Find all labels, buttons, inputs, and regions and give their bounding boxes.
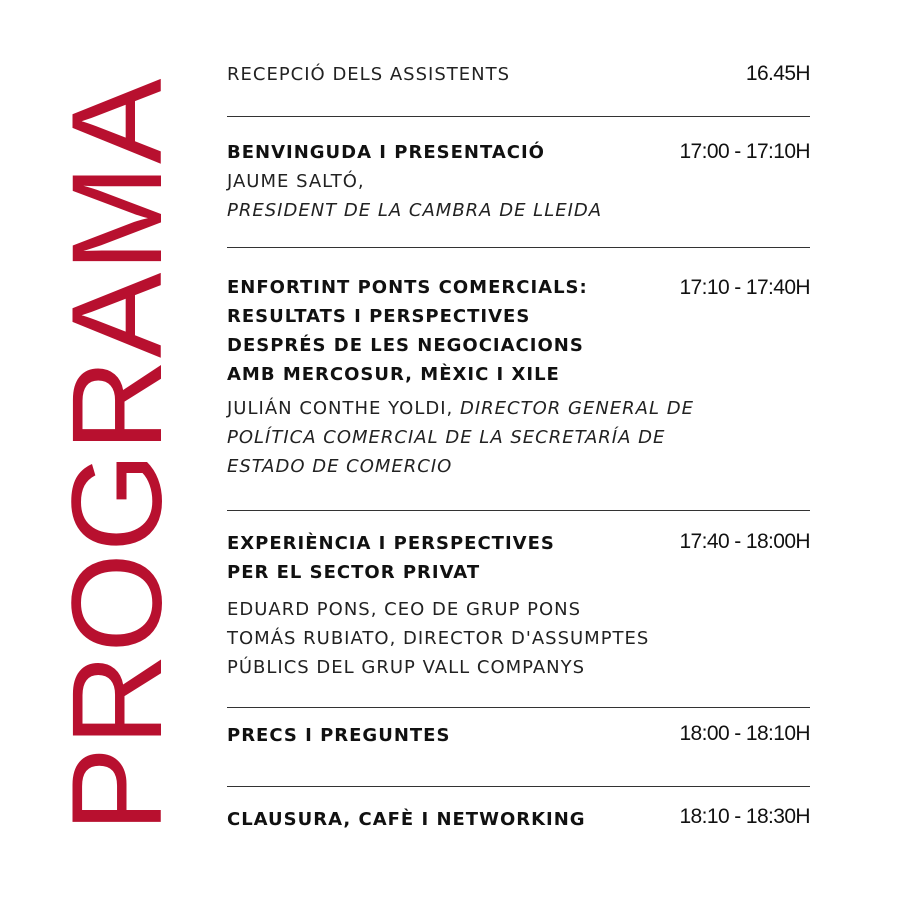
agenda-item-reception (227, 60, 810, 89)
item-speaker-block (227, 394, 810, 481)
item-speaker-block (227, 595, 810, 682)
item-title-line: RESULTATS I PERSPECTIVES (227, 306, 531, 327)
agenda (227, 0, 810, 900)
item-speaker-role: POLÍTICA COMERCIAL DE LA SECRETARÍA DE (227, 427, 666, 448)
item-title: CLAUSURA, CAFÈ I NETWORKING (227, 809, 586, 830)
item-title-line: AMB MERCOSUR, MÈXIC I XILE (227, 364, 560, 385)
item-speaker: EDUARD PONS, CEO DE GRUP PONS (227, 599, 582, 620)
item-speaker: PÚBLICS DEL GRUP VALL COMPANYS (227, 657, 586, 678)
agenda-item-questions (227, 721, 810, 750)
item-time: 18:00 - 18:10H (679, 722, 810, 745)
item-title-line: EXPERIÈNCIA I PERSPECTIVES (227, 533, 555, 554)
item-time: 17:00 - 17:10H (679, 140, 810, 163)
item-speaker-role: PRESIDENT DE LA CAMBRA DE LLEIDA (227, 200, 603, 221)
item-time: 18:10 - 18:30H (679, 805, 810, 828)
agenda-item-trade-bridges (227, 273, 810, 481)
item-time: 16.45H (745, 62, 810, 85)
item-speaker-role: ESTADO DE COMERCIO (227, 456, 453, 477)
item-speaker: JAUME SALTÓ, (227, 171, 365, 192)
item-speaker-role: DIRECTOR GENERAL DE (459, 398, 694, 419)
item-time: 17:40 - 18:00H (679, 530, 810, 553)
item-time: 17:10 - 17:40H (679, 276, 810, 299)
page-title: PROGRAMA (46, 77, 189, 833)
agenda-item-welcome (227, 138, 810, 225)
divider (227, 786, 810, 787)
item-title-line: DESPRÉS DE LES NEGOCIACIONS (227, 335, 584, 356)
item-speaker: JULIÁN CONTHE YOLDI, (227, 398, 454, 419)
divider (227, 707, 810, 708)
item-title: RECEPCIÓ DELS ASSISTENTS (227, 64, 511, 85)
agenda-item-private-sector (227, 529, 810, 682)
divider (227, 116, 810, 117)
item-title-line: PER EL SECTOR PRIVAT (227, 562, 481, 583)
item-title: PRECS I PREGUNTES (227, 725, 451, 746)
agenda-item-closing (227, 805, 810, 834)
item-title-line: ENFORTINT PONTS COMERCIALS: (227, 277, 588, 298)
item-title: BENVINGUDA I PRESENTACIÓ (227, 142, 545, 163)
item-speaker: TOMÁS RUBIATO, DIRECTOR D'ASSUMPTES (227, 628, 650, 649)
divider (227, 247, 810, 248)
divider (227, 510, 810, 511)
